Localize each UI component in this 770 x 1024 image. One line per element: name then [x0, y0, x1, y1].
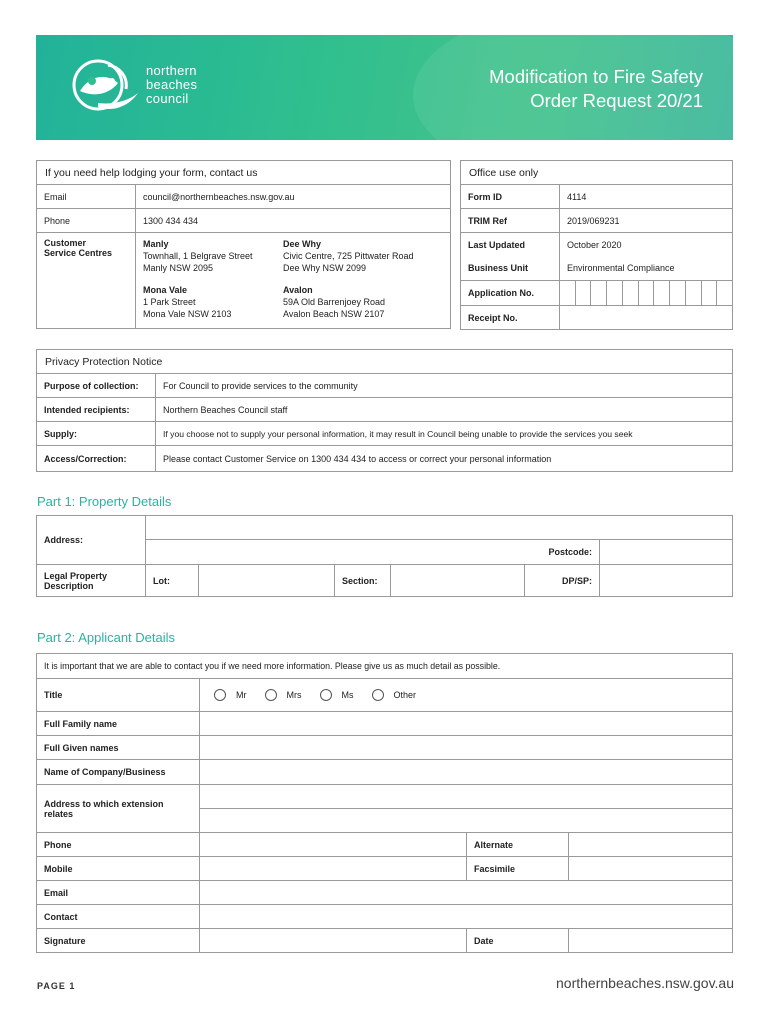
email-label: Email — [37, 881, 200, 905]
contact-help-heading: If you need help lodging your form, contact us — [37, 161, 451, 185]
recipients-label: Intended recipients: — [37, 398, 156, 422]
address-label: Address: — [37, 516, 146, 565]
date-label: Date — [467, 929, 569, 953]
form-title — [489, 65, 703, 113]
facsimile-field[interactable] — [569, 857, 733, 881]
radio-circle-icon — [372, 689, 384, 701]
centre-name: Manly — [143, 239, 169, 249]
supply-value: If you choose not to supply your personal information, it may result in Council being unable to provide the services you seek — [156, 422, 733, 446]
address-field-line2[interactable] — [146, 540, 525, 565]
supply-label: Supply: — [37, 422, 156, 446]
phone-label: Phone — [37, 209, 136, 233]
privacy-notice-table — [36, 349, 733, 472]
centre-name: Dee Why — [283, 239, 322, 249]
section-field[interactable] — [391, 565, 525, 597]
applicant-intro: It is important that we are able to contact you if we need more information. Please give us as much detail as possible. — [37, 654, 733, 679]
centre-manly — [143, 238, 283, 274]
radio-label: Other — [393, 690, 417, 700]
centre-line1: Civic Centre, 725 Pittwater Road — [283, 251, 414, 261]
page-number: PAGE 1 — [37, 981, 76, 991]
recipients-value: Northern Beaches Council staff — [156, 398, 733, 422]
office-use-table — [460, 160, 733, 330]
applicant-details-table — [36, 653, 733, 953]
address-field[interactable] — [146, 516, 733, 540]
date-field[interactable] — [569, 929, 733, 953]
council-email[interactable]: council@northernbeaches.nsw.gov.au — [136, 185, 451, 209]
wordmark-line-2: beaches — [146, 77, 198, 92]
office-use-heading: Office use only — [461, 161, 733, 185]
header-banner — [36, 35, 733, 140]
signature-label: Signature — [37, 929, 200, 953]
centre-line2: Manly NSW 2095 — [143, 263, 214, 273]
title-mrs-radio[interactable] — [265, 689, 302, 701]
centre-line1: Townhall, 1 Belgrave Street — [143, 251, 253, 261]
receipt-no-field[interactable] — [560, 306, 733, 330]
family-name-label: Full Family name — [37, 712, 200, 736]
phone-field[interactable] — [200, 833, 467, 857]
email-field[interactable] — [200, 881, 733, 905]
form-title-line-1: Modification to Fire Safety — [489, 66, 703, 87]
centre-name: Avalon — [283, 285, 313, 295]
email-label: Email — [37, 185, 136, 209]
given-names-field[interactable] — [200, 736, 733, 760]
footer-website-link[interactable]: northernbeaches.nsw.gov.au — [556, 975, 734, 991]
centre-avalon — [283, 284, 443, 320]
title-options — [200, 679, 733, 712]
council-phone: 1300 434 434 — [136, 209, 451, 233]
contact-label: Contact — [37, 905, 200, 929]
signature-field[interactable] — [200, 929, 467, 953]
centre-line2: Mona Vale NSW 2103 — [143, 309, 232, 319]
purpose-value: For Council to provide services to the community — [156, 374, 733, 398]
purpose-label: Purpose of collection: — [37, 374, 156, 398]
legal-label-2: Description — [44, 580, 94, 591]
council-wordmark — [146, 64, 197, 106]
lot-field[interactable] — [199, 565, 335, 597]
receipt-no-label: Receipt No. — [461, 306, 560, 330]
title-mr-radio[interactable] — [214, 689, 247, 701]
legal-description-label — [37, 565, 146, 597]
radio-circle-icon — [214, 689, 226, 701]
part2-title: Part 2: Applicant Details — [37, 630, 176, 645]
property-details-table — [36, 515, 733, 597]
family-name-field[interactable] — [200, 712, 733, 736]
form-id-label: Form ID — [461, 185, 560, 209]
service-centres-label-2: Service Centres — [44, 248, 113, 258]
postcode-field[interactable] — [600, 540, 733, 565]
trim-ref-value: 2019/069231 — [560, 209, 733, 233]
wordmark-line-1: northern — [146, 63, 197, 78]
title-other-radio[interactable] — [372, 689, 417, 701]
alternate-label: Alternate — [467, 833, 569, 857]
trim-ref-label: TRIM Ref — [461, 209, 560, 233]
radio-circle-icon — [265, 689, 277, 701]
business-unit-value: Environmental Compliance — [560, 257, 733, 281]
contact-help-table — [36, 160, 451, 329]
radio-circle-icon — [320, 689, 332, 701]
centre-mona-vale — [143, 284, 283, 320]
title-label: Title — [37, 679, 200, 712]
postcode-label: Postcode: — [525, 540, 600, 565]
address-relates-label-1: Address to which extension — [44, 798, 164, 809]
company-field[interactable] — [200, 760, 733, 785]
address-relates-field[interactable] — [200, 785, 733, 809]
last-updated-value: October 2020 — [560, 233, 733, 257]
contact-field[interactable] — [200, 905, 733, 929]
form-id-value: 4114 — [560, 185, 733, 209]
service-centres-list — [136, 233, 451, 329]
radio-label: Mr — [236, 690, 247, 700]
form-title-line-2: Order Request 20/21 — [530, 90, 703, 111]
centre-line2: Dee Why NSW 2099 — [283, 263, 367, 273]
phone-label: Phone — [37, 833, 200, 857]
business-unit-label: Business Unit — [461, 257, 560, 281]
centre-line1: 59A Old Barrenjoey Road — [283, 297, 386, 307]
title-ms-radio[interactable] — [320, 689, 354, 701]
application-no-boxes[interactable] — [560, 281, 733, 306]
last-updated-label: Last Updated — [461, 233, 560, 257]
service-centres-label — [37, 233, 136, 329]
privacy-heading: Privacy Protection Notice — [37, 350, 733, 374]
service-centres-label-1: Customer — [44, 238, 87, 248]
legal-label-1: Legal Property — [44, 570, 108, 581]
centre-dee-why — [283, 238, 443, 274]
lot-label: Lot: — [146, 565, 199, 597]
application-no-label: Application No. — [461, 281, 560, 306]
section-label: Section: — [335, 565, 391, 597]
given-names-label: Full Given names — [37, 736, 200, 760]
part1-title: Part 1: Property Details — [37, 494, 172, 509]
dpsp-field[interactable] — [600, 565, 733, 597]
alternate-field[interactable] — [569, 833, 733, 857]
centre-line2: Avalon Beach NSW 2107 — [283, 309, 385, 319]
access-label: Access/Correction: — [37, 446, 156, 472]
radio-label: Mrs — [286, 690, 302, 700]
wordmark-line-3: council — [146, 91, 189, 106]
centre-line1: 1 Park Street — [143, 297, 196, 307]
address-relates-label — [37, 785, 200, 833]
dpsp-label: DP/SP: — [525, 565, 600, 597]
mobile-field[interactable] — [200, 857, 467, 881]
access-value: Please contact Customer Service on 1300 434 434 to access or correct your personal information — [156, 446, 733, 472]
mobile-label: Mobile — [37, 857, 200, 881]
address-relates-label-2: relates — [44, 808, 74, 819]
centre-name: Mona Vale — [143, 285, 188, 295]
company-label: Name of Company/Business — [37, 760, 200, 785]
address-relates-field-line2[interactable] — [200, 809, 733, 833]
radio-label: Ms — [341, 690, 354, 700]
council-logo-icon — [68, 55, 140, 117]
facsimile-label: Facsimile — [467, 857, 569, 881]
